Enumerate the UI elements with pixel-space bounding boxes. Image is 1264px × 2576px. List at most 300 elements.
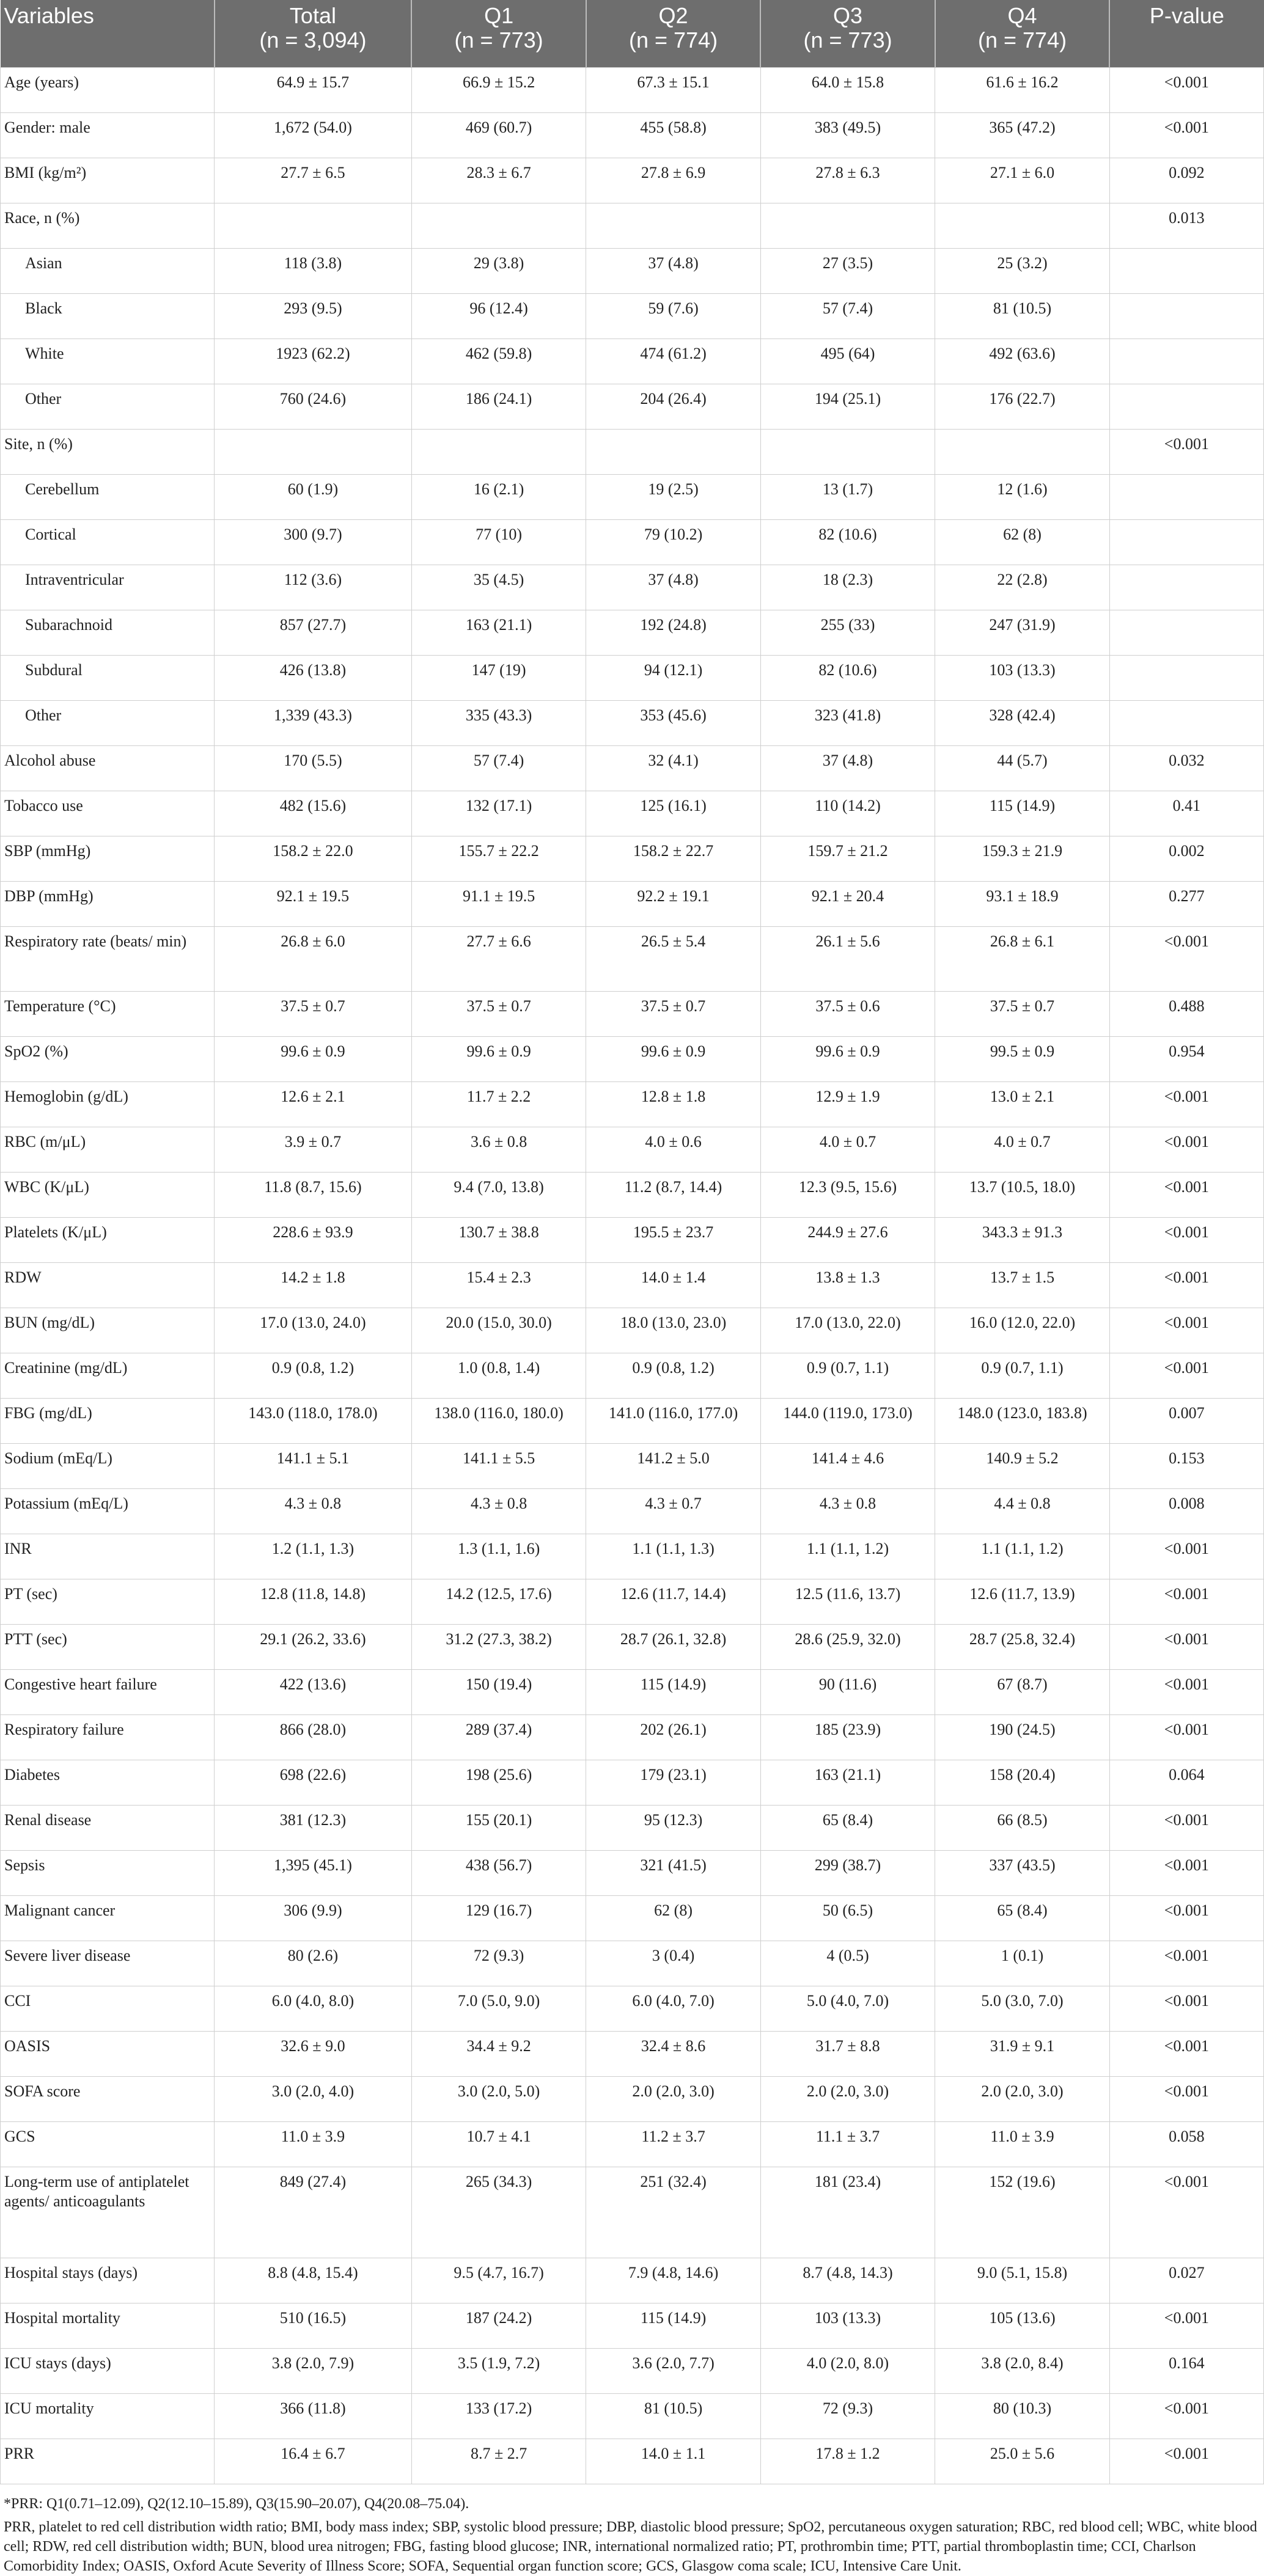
table-row — [1, 339, 1264, 384]
q3-cell: 82 (10.6) — [760, 656, 935, 701]
q3-cell: 11.1 ± 3.7 — [760, 2122, 935, 2167]
p-value-cell: <0.001 — [1109, 1173, 1263, 1218]
total-cell: 422 (13.6) — [215, 1670, 412, 1715]
variable-cell: Respiratory rate (beats/ min) — [1, 927, 215, 992]
p-value-cell: <0.001 — [1109, 1127, 1263, 1173]
q3-cell: 0.9 (0.7, 1.1) — [760, 1353, 935, 1399]
q2-cell: 141.0 (116.0, 177.0) — [586, 1399, 760, 1444]
q4-cell: 2.0 (2.0, 3.0) — [935, 2077, 1109, 2122]
table-row — [1, 203, 1264, 249]
q3-cell: 144.0 (119.0, 173.0) — [760, 1399, 935, 1444]
total-cell: 11.8 (8.7, 15.6) — [215, 1173, 412, 1218]
p-value-cell — [1109, 249, 1263, 294]
q1-cell: 10.7 ± 4.1 — [411, 2122, 586, 2167]
q4-cell: 152 (19.6) — [935, 2167, 1109, 2258]
q3-cell — [760, 203, 935, 249]
table-row — [1, 701, 1264, 746]
p-value-cell — [1109, 610, 1263, 656]
total-cell: 3.0 (2.0, 4.0) — [215, 2077, 412, 2122]
p-value-cell: <0.001 — [1109, 1534, 1263, 1579]
q3-cell — [760, 430, 935, 475]
q1-cell: 72 (9.3) — [411, 1941, 586, 1986]
q1-cell: 91.1 ± 19.5 — [411, 882, 586, 927]
total-cell: 381 (12.3) — [215, 1806, 412, 1851]
table-row — [1, 565, 1264, 610]
p-value-cell: <0.001 — [1109, 2439, 1263, 2484]
variable-cell: Subarachnoid — [1, 610, 215, 656]
p-value-cell: <0.001 — [1109, 1941, 1263, 1986]
total-cell: 16.4 ± 6.7 — [215, 2439, 412, 2484]
q3-cell: 159.7 ± 21.2 — [760, 836, 935, 882]
q4-cell: 115 (14.9) — [935, 791, 1109, 836]
q3-cell: 82 (10.6) — [760, 520, 935, 565]
table-row — [1, 475, 1264, 520]
table-row — [1, 2439, 1264, 2484]
variable-cell: BUN (mg/dL) — [1, 1308, 215, 1353]
q4-cell: 4.0 ± 0.7 — [935, 1127, 1109, 1173]
total-cell: 11.0 ± 3.9 — [215, 2122, 412, 2167]
p-value-cell: 0.008 — [1109, 1489, 1263, 1534]
q2-cell: 353 (45.6) — [586, 701, 760, 746]
p-value-cell: <0.001 — [1109, 2077, 1263, 2122]
total-cell: 29.1 (26.2, 33.6) — [215, 1625, 412, 1670]
q3-cell: 141.4 ± 4.6 — [760, 1444, 935, 1489]
q3-cell: 27.8 ± 6.3 — [760, 158, 935, 203]
q4-cell: 365 (47.2) — [935, 113, 1109, 158]
q1-cell: 129 (16.7) — [411, 1896, 586, 1941]
p-value-cell — [1109, 475, 1263, 520]
variable-cell: Alcohol abuse — [1, 746, 215, 791]
p-value-cell: 0.032 — [1109, 746, 1263, 791]
q2-cell: 115 (14.9) — [586, 2303, 760, 2349]
column-header-label: Q2 — [658, 3, 688, 28]
total-cell: 14.2 ± 1.8 — [215, 1263, 412, 1308]
q4-cell: 13.7 (10.5, 18.0) — [935, 1173, 1109, 1218]
table-row — [1, 1715, 1264, 1760]
q2-cell: 115 (14.9) — [586, 1670, 760, 1715]
q2-cell: 95 (12.3) — [586, 1806, 760, 1851]
p-value-cell: <0.001 — [1109, 2167, 1263, 2258]
q3-cell: 2.0 (2.0, 3.0) — [760, 2077, 935, 2122]
q1-cell: 1.0 (0.8, 1.4) — [411, 1353, 586, 1399]
table-header — [1, 0, 1264, 68]
q2-cell: 11.2 ± 3.7 — [586, 2122, 760, 2167]
q4-cell: 22 (2.8) — [935, 565, 1109, 610]
total-cell: 1.2 (1.1, 1.3) — [215, 1534, 412, 1579]
q4-cell: 103 (13.3) — [935, 656, 1109, 701]
q1-cell: 34.4 ± 9.2 — [411, 2032, 586, 2077]
q2-cell: 32.4 ± 8.6 — [586, 2032, 760, 2077]
q4-cell: 148.0 (123.0, 183.8) — [935, 1399, 1109, 1444]
column-header-4 — [760, 0, 935, 68]
q2-cell: 251 (32.4) — [586, 2167, 760, 2258]
table-row — [1, 791, 1264, 836]
q1-cell: 3.0 (2.0, 5.0) — [411, 2077, 586, 2122]
total-cell: 143.0 (118.0, 178.0) — [215, 1399, 412, 1444]
prr-quartile-note: *PRR: Q1(0.71–12.09), Q2(12.10–15.89), Q3(15.90–20.07), Q4(20.08–75.04). — [4, 2496, 469, 2512]
variable-cell: PTT (sec) — [1, 1625, 215, 1670]
q1-cell: 57 (7.4) — [411, 746, 586, 791]
q2-cell: 195.5 ± 23.7 — [586, 1218, 760, 1263]
q4-cell: 3.8 (2.0, 8.4) — [935, 2349, 1109, 2394]
total-cell: 698 (22.6) — [215, 1760, 412, 1806]
q4-cell: 190 (24.5) — [935, 1715, 1109, 1760]
q2-cell: 12.6 (11.7, 14.4) — [586, 1579, 760, 1625]
table-row — [1, 1579, 1264, 1625]
q4-cell: 11.0 ± 3.9 — [935, 2122, 1109, 2167]
q2-cell: 125 (16.1) — [586, 791, 760, 836]
q2-cell: 26.5 ± 5.4 — [586, 927, 760, 992]
q2-cell: 94 (12.1) — [586, 656, 760, 701]
column-header-label: Total — [289, 3, 336, 28]
variable-cell: Sodium (mEq/L) — [1, 1444, 215, 1489]
table-row — [1, 113, 1264, 158]
table-row — [1, 927, 1264, 992]
q3-cell: 12.3 (9.5, 15.6) — [760, 1173, 935, 1218]
variable-cell: RBC (m/μL) — [1, 1127, 215, 1173]
p-value-cell: 0.954 — [1109, 1037, 1263, 1082]
variable-cell: Malignant cancer — [1, 1896, 215, 1941]
q4-cell: 176 (22.7) — [935, 384, 1109, 430]
total-cell: 1,395 (45.1) — [215, 1851, 412, 1896]
q3-cell: 90 (11.6) — [760, 1670, 935, 1715]
variable-cell: OASIS — [1, 2032, 215, 2077]
q4-cell: 93.1 ± 18.9 — [935, 882, 1109, 927]
column-header-6 — [1109, 0, 1263, 68]
column-header-0 — [1, 0, 215, 68]
table-row — [1, 520, 1264, 565]
variable-cell: Congestive heart failure — [1, 1670, 215, 1715]
q1-cell: 31.2 (27.3, 38.2) — [411, 1625, 586, 1670]
variable-cell: SpO2 (%) — [1, 1037, 215, 1082]
q1-cell: 133 (17.2) — [411, 2394, 586, 2439]
total-cell: 8.8 (4.8, 15.4) — [215, 2258, 412, 2303]
table-footnotes — [0, 2484, 1264, 2576]
q1-cell: 20.0 (15.0, 30.0) — [411, 1308, 586, 1353]
q2-cell: 92.2 ± 19.1 — [586, 882, 760, 927]
q3-cell: 17.8 ± 1.2 — [760, 2439, 935, 2484]
total-cell: 760 (24.6) — [215, 384, 412, 430]
table-row — [1, 1896, 1264, 1941]
q2-cell: 202 (26.1) — [586, 1715, 760, 1760]
table-row — [1, 430, 1264, 475]
variable-cell: RDW — [1, 1263, 215, 1308]
q1-cell: 187 (24.2) — [411, 2303, 586, 2349]
column-header-label: P-value — [1149, 3, 1224, 28]
p-value-cell: <0.001 — [1109, 1986, 1263, 2032]
variable-cell: Intraventricular — [1, 565, 215, 610]
table-row — [1, 2349, 1264, 2394]
table-row — [1, 2394, 1264, 2439]
q4-cell: 61.6 ± 16.2 — [935, 68, 1109, 113]
p-value-cell: <0.001 — [1109, 1353, 1263, 1399]
q3-cell: 383 (49.5) — [760, 113, 935, 158]
q1-cell: 99.6 ± 0.9 — [411, 1037, 586, 1082]
variable-cell: Long-term use of antiplatelet agents/ anticoagulants — [1, 2167, 215, 2258]
total-cell: 99.6 ± 0.9 — [215, 1037, 412, 1082]
q1-cell: 9.4 (7.0, 13.8) — [411, 1173, 586, 1218]
q4-cell: 25 (3.2) — [935, 249, 1109, 294]
q4-cell: 25.0 ± 5.6 — [935, 2439, 1109, 2484]
p-value-cell: <0.001 — [1109, 113, 1263, 158]
q2-cell: 474 (61.2) — [586, 339, 760, 384]
q3-cell: 13.8 ± 1.3 — [760, 1263, 935, 1308]
variable-cell: INR — [1, 1534, 215, 1579]
column-header-2 — [411, 0, 586, 68]
q2-cell: 62 (8) — [586, 1896, 760, 1941]
q3-cell: 13 (1.7) — [760, 475, 935, 520]
p-value-cell — [1109, 565, 1263, 610]
q3-cell: 4.0 ± 0.7 — [760, 1127, 935, 1173]
q1-cell: 8.7 ± 2.7 — [411, 2439, 586, 2484]
q3-cell: 323 (41.8) — [760, 701, 935, 746]
p-value-cell: 0.488 — [1109, 992, 1263, 1037]
column-header-label: Q4 — [1007, 3, 1037, 28]
table-row — [1, 68, 1264, 113]
p-value-cell — [1109, 520, 1263, 565]
q1-cell: 3.6 ± 0.8 — [411, 1127, 586, 1173]
table-row — [1, 2303, 1264, 2349]
q3-cell: 37 (4.8) — [760, 746, 935, 791]
column-header-count: (n = 773) — [454, 27, 543, 53]
q2-cell: 4.0 ± 0.6 — [586, 1127, 760, 1173]
table-row — [1, 2258, 1264, 2303]
q3-cell: 64.0 ± 15.8 — [760, 68, 935, 113]
p-value-cell: 0.027 — [1109, 2258, 1263, 2303]
total-cell: 32.6 ± 9.0 — [215, 2032, 412, 2077]
q4-cell: 1.1 (1.1, 1.2) — [935, 1534, 1109, 1579]
table-row — [1, 158, 1264, 203]
q3-cell: 17.0 (13.0, 22.0) — [760, 1308, 935, 1353]
table-row — [1, 1444, 1264, 1489]
total-cell: 80 (2.6) — [215, 1941, 412, 1986]
q2-cell: 67.3 ± 15.1 — [586, 68, 760, 113]
total-cell: 158.2 ± 22.0 — [215, 836, 412, 882]
q2-cell: 3.6 (2.0, 7.7) — [586, 2349, 760, 2394]
p-value-cell — [1109, 656, 1263, 701]
q4-cell: 247 (31.9) — [935, 610, 1109, 656]
q1-cell: 198 (25.6) — [411, 1760, 586, 1806]
total-cell: 300 (9.7) — [215, 520, 412, 565]
q4-cell: 12.6 (11.7, 13.9) — [935, 1579, 1109, 1625]
total-cell: 1,339 (43.3) — [215, 701, 412, 746]
q3-cell: 194 (25.1) — [760, 384, 935, 430]
p-value-cell: <0.001 — [1109, 2303, 1263, 2349]
q1-cell: 462 (59.8) — [411, 339, 586, 384]
p-value-cell: 0.277 — [1109, 882, 1263, 927]
variable-cell: SOFA score — [1, 2077, 215, 2122]
q4-cell: 44 (5.7) — [935, 746, 1109, 791]
variable-cell: SBP (mmHg) — [1, 836, 215, 882]
total-cell: 1923 (62.2) — [215, 339, 412, 384]
q2-cell: 192 (24.8) — [586, 610, 760, 656]
q1-cell: 289 (37.4) — [411, 1715, 586, 1760]
variable-cell: DBP (mmHg) — [1, 882, 215, 927]
total-cell: 92.1 ± 19.5 — [215, 882, 412, 927]
p-value-cell — [1109, 701, 1263, 746]
q2-cell: 141.2 ± 5.0 — [586, 1444, 760, 1489]
q4-cell — [935, 203, 1109, 249]
p-value-cell: <0.001 — [1109, 1579, 1263, 1625]
table-row — [1, 882, 1264, 927]
table-row — [1, 1941, 1264, 1986]
variable-cell: Hospital mortality — [1, 2303, 215, 2349]
total-cell: 849 (27.4) — [215, 2167, 412, 2258]
q3-cell: 5.0 (4.0, 7.0) — [760, 1986, 935, 2032]
variable-cell: Temperature (°C) — [1, 992, 215, 1037]
table-row — [1, 384, 1264, 430]
q2-cell: 204 (26.4) — [586, 384, 760, 430]
p-value-cell: <0.001 — [1109, 927, 1263, 992]
p-value-cell: <0.001 — [1109, 430, 1263, 475]
column-header-count: (n = 774) — [977, 27, 1067, 53]
q3-cell: 110 (14.2) — [760, 791, 935, 836]
variable-cell: Sepsis — [1, 1851, 215, 1896]
p-value-cell: 0.41 — [1109, 791, 1263, 836]
p-value-cell: <0.001 — [1109, 1670, 1263, 1715]
variable-cell: CCI — [1, 1986, 215, 2032]
q1-cell: 9.5 (4.7, 16.7) — [411, 2258, 586, 2303]
q4-cell: 31.9 ± 9.1 — [935, 2032, 1109, 2077]
q4-cell: 65 (8.4) — [935, 1896, 1109, 1941]
variable-cell: FBG (mg/dL) — [1, 1399, 215, 1444]
p-value-cell: 0.007 — [1109, 1399, 1263, 1444]
q4-cell: 140.9 ± 5.2 — [935, 1444, 1109, 1489]
p-value-cell — [1109, 339, 1263, 384]
q1-cell: 3.5 (1.9, 7.2) — [411, 2349, 586, 2394]
q3-cell: 28.6 (25.9, 32.0) — [760, 1625, 935, 1670]
p-value-cell: 0.164 — [1109, 2349, 1263, 2394]
q3-cell: 495 (64) — [760, 339, 935, 384]
total-cell: 426 (13.8) — [215, 656, 412, 701]
q4-cell — [935, 430, 1109, 475]
q3-cell: 181 (23.4) — [760, 2167, 935, 2258]
q2-cell: 37 (4.8) — [586, 565, 760, 610]
p-value-cell: <0.001 — [1109, 2394, 1263, 2439]
variable-cell: Renal disease — [1, 1806, 215, 1851]
variable-cell: Hospital stays (days) — [1, 2258, 215, 2303]
q1-cell: 469 (60.7) — [411, 113, 586, 158]
q4-cell: 1 (0.1) — [935, 1941, 1109, 1986]
q4-cell: 9.0 (5.1, 15.8) — [935, 2258, 1109, 2303]
q2-cell — [586, 430, 760, 475]
q3-cell: 12.9 ± 1.9 — [760, 1082, 935, 1127]
variable-cell: Site, n (%) — [1, 430, 215, 475]
table-row — [1, 294, 1264, 339]
column-header-label: Q3 — [833, 3, 863, 28]
total-cell: 4.3 ± 0.8 — [215, 1489, 412, 1534]
q3-cell: 65 (8.4) — [760, 1806, 935, 1851]
q4-cell: 37.5 ± 0.7 — [935, 992, 1109, 1037]
q2-cell: 99.6 ± 0.9 — [586, 1037, 760, 1082]
total-cell: 27.7 ± 6.5 — [215, 158, 412, 203]
total-cell: 366 (11.8) — [215, 2394, 412, 2439]
q1-cell: 132 (17.1) — [411, 791, 586, 836]
q1-cell: 163 (21.1) — [411, 610, 586, 656]
table-row — [1, 610, 1264, 656]
variable-cell: Tobacco use — [1, 791, 215, 836]
total-cell: 306 (9.9) — [215, 1896, 412, 1941]
table-row — [1, 1353, 1264, 1399]
q1-cell: 66.9 ± 15.2 — [411, 68, 586, 113]
q1-cell — [411, 203, 586, 249]
q3-cell: 99.6 ± 0.9 — [760, 1037, 935, 1082]
column-header-label: Q1 — [484, 3, 514, 28]
p-value-cell: <0.001 — [1109, 1806, 1263, 1851]
q3-cell: 299 (38.7) — [760, 1851, 935, 1896]
p-value-cell: <0.001 — [1109, 2032, 1263, 2077]
q3-cell: 31.7 ± 8.8 — [760, 2032, 935, 2077]
variable-cell: Cortical — [1, 520, 215, 565]
q4-cell: 81 (10.5) — [935, 294, 1109, 339]
q4-cell: 12 (1.6) — [935, 475, 1109, 520]
q1-cell: 37.5 ± 0.7 — [411, 992, 586, 1037]
q3-cell: 50 (6.5) — [760, 1896, 935, 1941]
q1-cell: 335 (43.3) — [411, 701, 586, 746]
q2-cell: 6.0 (4.0, 7.0) — [586, 1986, 760, 2032]
table-row — [1, 1263, 1264, 1308]
p-value-cell: <0.001 — [1109, 1308, 1263, 1353]
total-cell: 26.8 ± 6.0 — [215, 927, 412, 992]
variable-cell: GCS — [1, 2122, 215, 2167]
column-header-count: (n = 773) — [803, 27, 892, 53]
table-row — [1, 2167, 1264, 2258]
table-row — [1, 1489, 1264, 1534]
p-value-cell: <0.001 — [1109, 1625, 1263, 1670]
total-cell: 0.9 (0.8, 1.2) — [215, 1353, 412, 1399]
q4-cell: 0.9 (0.7, 1.1) — [935, 1353, 1109, 1399]
total-cell: 64.9 ± 15.7 — [215, 68, 412, 113]
q4-cell: 13.7 ± 1.5 — [935, 1263, 1109, 1308]
table-row — [1, 1308, 1264, 1353]
variable-cell: Diabetes — [1, 1760, 215, 1806]
q2-cell: 19 (2.5) — [586, 475, 760, 520]
table-row — [1, 656, 1264, 701]
q2-cell: 79 (10.2) — [586, 520, 760, 565]
q3-cell: 8.7 (4.8, 14.3) — [760, 2258, 935, 2303]
q4-cell: 62 (8) — [935, 520, 1109, 565]
variable-cell: Creatinine (mg/dL) — [1, 1353, 215, 1399]
q2-cell: 2.0 (2.0, 3.0) — [586, 2077, 760, 2122]
q3-cell: 57 (7.4) — [760, 294, 935, 339]
column-header-label: Variables — [4, 3, 94, 28]
total-cell — [215, 430, 412, 475]
q3-cell: 255 (33) — [760, 610, 935, 656]
table-row — [1, 1082, 1264, 1127]
q1-cell: 186 (24.1) — [411, 384, 586, 430]
table-row — [1, 1986, 1264, 2032]
q3-cell: 4.0 (2.0, 8.0) — [760, 2349, 935, 2394]
column-header-3 — [586, 0, 760, 68]
q1-cell: 147 (19) — [411, 656, 586, 701]
q4-cell: 16.0 (12.0, 22.0) — [935, 1308, 1109, 1353]
q1-cell: 150 (19.4) — [411, 1670, 586, 1715]
q4-cell: 67 (8.7) — [935, 1670, 1109, 1715]
q2-cell: 18.0 (13.0, 23.0) — [586, 1308, 760, 1353]
q2-cell: 27.8 ± 6.9 — [586, 158, 760, 203]
q2-cell: 81 (10.5) — [586, 2394, 760, 2439]
table-row — [1, 2077, 1264, 2122]
variable-cell: Hemoglobin (g/dL) — [1, 1082, 215, 1127]
q4-cell: 328 (42.4) — [935, 701, 1109, 746]
variable-cell: Other — [1, 701, 215, 746]
table-row — [1, 249, 1264, 294]
variable-cell: Black — [1, 294, 215, 339]
p-value-cell: <0.001 — [1109, 1082, 1263, 1127]
q2-cell — [586, 203, 760, 249]
variable-cell: Age (years) — [1, 68, 215, 113]
q1-cell: 29 (3.8) — [411, 249, 586, 294]
